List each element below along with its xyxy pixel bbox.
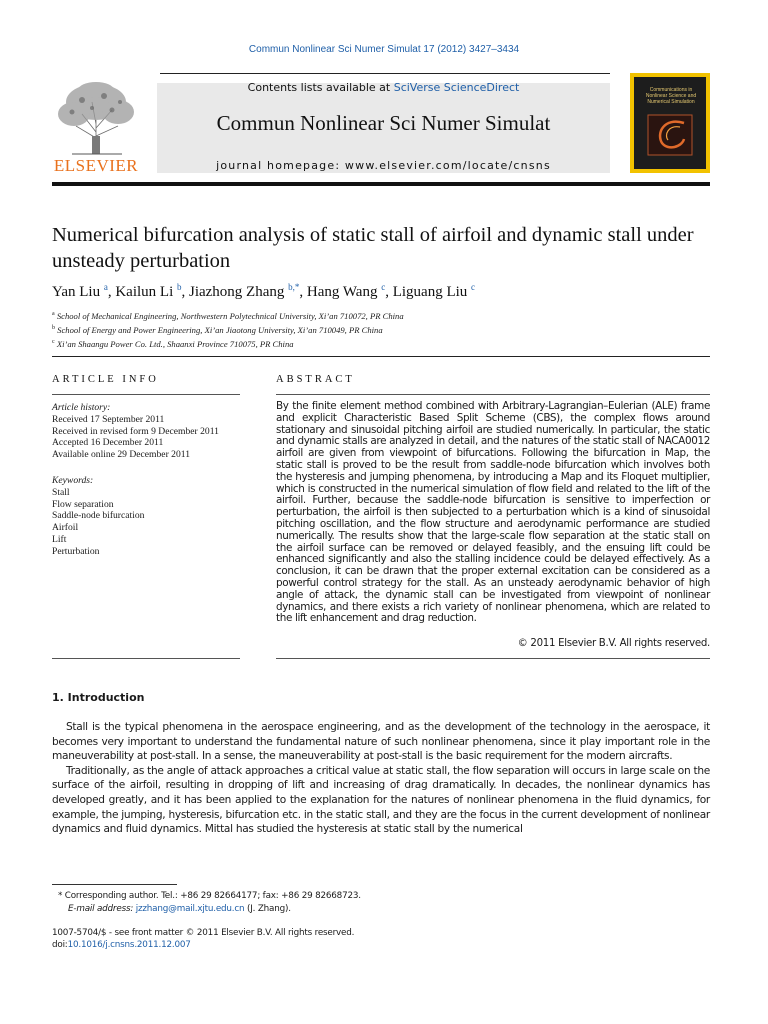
author-affiliation-sup[interactable]: c bbox=[471, 282, 476, 292]
footnote-rule bbox=[52, 884, 177, 885]
history-item: Received 17 September 2011 bbox=[52, 413, 165, 425]
keyword: Saddle-node bifurcation bbox=[52, 510, 145, 522]
contents-available-line bbox=[157, 81, 610, 94]
email-suffix: (J. Zhang). bbox=[244, 904, 291, 914]
cover-image-icon bbox=[634, 77, 706, 169]
author-affiliation-sup[interactable]: b bbox=[176, 282, 182, 292]
history-label: Article history: bbox=[52, 402, 111, 413]
homepage-url[interactable]: www.elsevier.com/locate/cnsns bbox=[344, 159, 551, 172]
introduction-heading: 1. Introduction bbox=[52, 691, 145, 704]
keyword-list bbox=[52, 475, 240, 558]
keyword: Flow separation bbox=[52, 498, 114, 510]
keywords-label: Keywords: bbox=[52, 475, 94, 486]
journal-homepage bbox=[157, 159, 610, 172]
email-label: E-mail address: bbox=[68, 904, 136, 914]
doi-label: doi: bbox=[52, 940, 68, 950]
header-bottom-rule bbox=[52, 182, 710, 186]
affiliation bbox=[52, 308, 712, 322]
doi-link[interactable]: 10.1016/j.cnsns.2011.12.007 bbox=[67, 940, 191, 950]
email-note bbox=[58, 903, 708, 916]
abstract-heading: ABSTRACT bbox=[276, 374, 355, 385]
history-item: Received in revised form 9 December 2011 bbox=[52, 425, 219, 437]
abstract-body: By the finite element method combined with Arbitrary-Lagrangian–Eulerian (ALE) frame and explicit Characteristic Based Split Scheme (CBS), the complex flows around stationary and sinusoidal pitching airfoil are studied numerically. In particular, the static and dynamic stalls are analyzed in detail, and the natures of the static stall of NACA0012 airfoil are given from viewpoint of bifurcations. Following the bifurcation in Map, the static stall is proved to be the result from saddle-node bifurcation which involves both the hysteresis and jumping phenomena, by introducing a Map and its Floquet multiplier, which is constructed in the numerical simulation of flow field and related to the lift of the airfoil. Further, because the saddle-node bifurcation is sensitive to imperfection or perturbation, the airfoil is then subjected to a perturbation which is a kind of sinusoidal pitching oscillation, and the flow structure and aerodynamic performance are studied numerically. The results show that the large-scale flow separation at the static stall on the airfoil surface can be removed or delayed feasibly, and the ensuing lift could be enhanced significantly and also the stalling incidence could be delayed effectively. As a conclusion, it can be drawn that the proper external excitation can be considered as a powerful control strategy for the stall. As an unsteady aerodynamic behavior of high angle of attack, the dynamic stall can be investigated from viewpoint of nonlinear dynamics, and there exists a rich variety of nonlinear phenomena, which are related to the lift enhancement and drag reduction. bbox=[276, 400, 710, 625]
corresponding-author-note: * Corresponding author. Tel.: +86 29 82664177; fax: +86 29 82668723. bbox=[58, 891, 361, 901]
cover-title: Communications in Nonlinear Science and Numerical Simulation bbox=[645, 87, 697, 105]
article-info-rule bbox=[52, 394, 240, 395]
affiliation bbox=[52, 322, 712, 336]
affiliation-sup: a bbox=[52, 311, 55, 317]
journal-name: Commun Nonlinear Sci Numer Simulat bbox=[216, 111, 551, 135]
paragraph: Traditionally, as the angle of attack approaches a critical value at static stall, the flow separation will occurs in large scale on the surface of the airfoil, resulting in dropping of lift and increasing of drag dramatically. In decades, the nonlinear dynamics has developed greatly, and it has been applied to the explanation for the natures of nonlinear phenomena in the fluid dynamics, for example, the jumping, hysteresis, bifurcation etc. in the static stall, and they are the focus in the current development of nonlinear dynamics and fluid dynamics. Mittal has studied the hysteresis at static stall by the numerical bbox=[52, 764, 710, 836]
article-info-bottom-rule bbox=[52, 658, 240, 659]
author-list: Yan Liu $^a$, Kailun Li $^b$, Jiazhong Zhang $^{b,*}$, Hang Wang $^c$, Liguang Liu $^c$ bbox=[52, 282, 476, 300]
elsevier-wordmark: ELSEVIER bbox=[53, 156, 139, 175]
author-name[interactable]: Liguang Liu bbox=[392, 284, 468, 300]
issn-block bbox=[52, 927, 702, 951]
keyword: Airfoil bbox=[52, 522, 79, 534]
issn-line: 1007-5704/$ - see front matter © 2011 Elsevier B.V. All rights reserved. bbox=[52, 928, 355, 938]
article-title: Numerical bifurcation analysis of static stall of airfoil and dynamic stall under unsteady perturbation bbox=[52, 224, 694, 272]
author-name[interactable]: Kailun Li bbox=[115, 284, 174, 300]
keyword: Perturbation bbox=[52, 545, 100, 557]
header-top-rule bbox=[160, 73, 610, 74]
affiliation-text: Xi’an Shaangu Power Co. Ltd., Shaanxi Province 710075, PR China bbox=[56, 338, 294, 349]
abstract-rule bbox=[276, 394, 710, 395]
author-affiliation-sup[interactable]: b,* bbox=[288, 282, 300, 292]
tree-icon bbox=[52, 80, 140, 156]
abstract-bottom-rule bbox=[276, 658, 710, 659]
email-link[interactable]: jzzhang@mail.xjtu.edu.cn bbox=[135, 904, 245, 914]
introduction-body bbox=[52, 720, 710, 837]
author-name[interactable]: Hang Wang bbox=[306, 284, 378, 300]
history-item: Accepted 16 December 2011 bbox=[52, 437, 164, 449]
keyword: Lift bbox=[52, 533, 67, 545]
author-affiliation-sup[interactable]: a bbox=[103, 282, 108, 292]
journal-cover-thumbnail[interactable] bbox=[630, 73, 710, 173]
affiliation-text: School of Energy and Power Engineering, Xi’an Jiaotong University, Xi’an 710049, PR China bbox=[57, 324, 383, 335]
author-name[interactable]: Jiazhong Zhang bbox=[188, 284, 285, 300]
homepage-prefix: journal homepage: bbox=[216, 159, 345, 172]
affiliation-sup: c bbox=[52, 338, 55, 345]
affiliation-list bbox=[52, 308, 712, 350]
doi-line bbox=[52, 939, 702, 951]
abstract-copyright: © 2011 Elsevier B.V. All rights reserved. bbox=[517, 638, 710, 649]
affiliation bbox=[52, 336, 712, 350]
cover-artwork bbox=[634, 77, 706, 169]
affiliation-text: School of Mechanical Engineering, Northwestern Polytechnical University, Xi’an 710072, PR China bbox=[56, 310, 404, 321]
journal-citation[interactable]: Commun Nonlinear Sci Numer Simulat 17 (2012) 3427–3434 bbox=[248, 44, 520, 55]
author-name[interactable]: Yan Liu bbox=[52, 284, 101, 300]
article-history bbox=[52, 402, 240, 461]
keyword: Stall bbox=[52, 486, 70, 498]
affiliation-sup: b bbox=[52, 324, 55, 331]
footnotes bbox=[58, 890, 708, 916]
contents-prefix: Contents lists available at bbox=[247, 81, 394, 94]
sciencedirect-link[interactable]: SciVerse ScienceDirect bbox=[393, 81, 520, 94]
section-divider bbox=[52, 356, 710, 357]
article-info-heading: ARTICLE INFO bbox=[52, 374, 159, 385]
paragraph: Stall is the typical phenomena in the aerospace engineering, and as the development of the technology in the aerospace, it becomes very important to understand the fundamental nature of such nonlinear phenomena, since it play important role in the maneuverability at post-stall. In a sense, the maneuverability at post-stall is the basic requirement for the modern aircrafts. bbox=[52, 721, 710, 763]
author-affiliation-sup[interactable]: c bbox=[381, 282, 386, 292]
history-item: Available online 29 December 2011 bbox=[52, 449, 190, 461]
